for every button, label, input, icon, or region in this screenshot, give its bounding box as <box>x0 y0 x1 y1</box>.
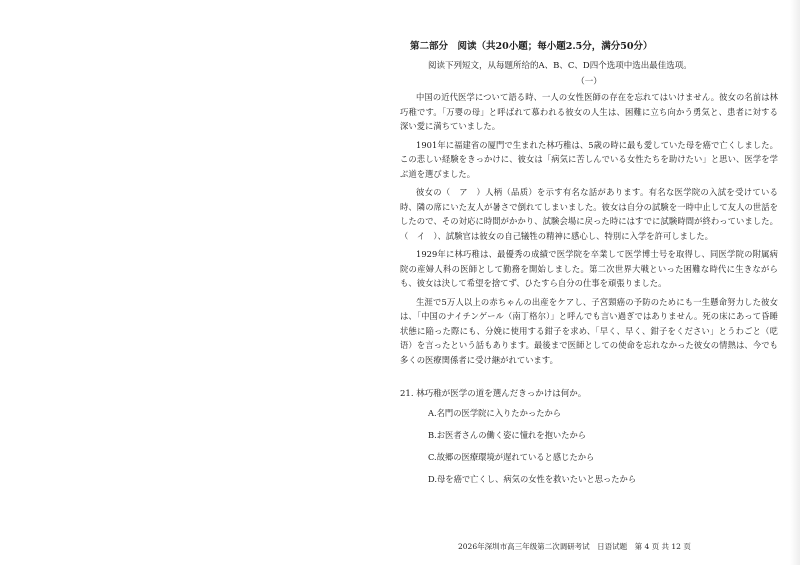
passage-paragraph-5: 生涯で5万人以上の赤ちゃんの出産をケアし、子宮頸癌の予防のためにも一生懸命努力した彼女は、「中国のナイチンゲール（南丁格尔）」と呼んでも言い過ぎではありません。死の床にあって昏睡状態に陥った際にも、分娩に使用する鉗子を求め、「早く、早く、鉗子をください」とうわごと（呓语）を言ったという話もあります。最後まで医師としての使命を忘れなかった彼女の情熱は、今でも多くの医療関係者に受け継がれています。 <box>400 296 778 365</box>
option-c: C.故郷の医療環境が遅れていると感じたから <box>428 452 595 462</box>
option-b: B.お医者さんの働く姿に憧れを抱いたから <box>428 430 587 440</box>
section-instruction: 阅读下列短文，从每题所给的A、B、C、D四个选项中选出最佳选项。 <box>428 61 692 71</box>
option-a: A.名門の医学院に入りたかったから <box>428 408 562 418</box>
section-title: 第二部分 阅读（共20小题；每小题2.5分，满分50分） <box>410 41 653 52</box>
page-content <box>400 40 778 495</box>
passage-body <box>400 90 778 367</box>
passage-paragraph-3: 彼女の（ ア ）人柄（品质）を示す有名な話があります。有名な医学院の入試を受けている時、隣の席にいた友人が暑さで倒れてしまいました。彼女は自分の試験を一時中止して友人の世話をしたので、その対応に時間がかかり、試験会場に戻った時にはすでに試験時間が終わっていました。（ イ ）、試験官は彼女の自己犠牲の精神に感心し、特別に入学を許可しました。 <box>400 187 778 241</box>
passage-number: （一） <box>576 77 602 87</box>
question-text: 林巧稚が医学の道を選んだきっかけは何か。 <box>416 389 587 399</box>
page-footer: 2026年深圳市高三年级第二次调研考试 日语试题 第 4 页 共 12 页 <box>458 542 691 551</box>
scan-edge-shadow <box>790 0 800 565</box>
passage-paragraph-1: 中国の近代医学について語る時、一人の女性医師の存在を忘れてはいけません。彼女の名前は林巧稚です。「万婴の母」と呼ばれて慕われる彼女の人生は、困難に立ち向かう勇気と、患者に対する深い愛に満ちていました。 <box>400 92 778 131</box>
answer-options <box>400 407 778 486</box>
option-d: D.母を癌で亡くし、病気の女性を救いたいと思ったから <box>428 474 637 484</box>
question-number: 21. <box>400 389 414 399</box>
passage-paragraph-2: 1901年に福建省の厦門で生まれた林巧稚は、5歳の時に最も愛していた母を癌で亡くしました。この悲しい経験をきっかけに、彼女は「病気に苦しんでいる女性たちを助けたい」と思い、医学を学ぶ道を選びました。 <box>400 139 778 179</box>
passage-paragraph-4: 1929年に林巧稚は、最優秀の成績で医学院を卒業して医学博士号を取得し、同医学院の附属病院の産婦人科の医師として勤務を開始しました。第二次世界大戦といった困難な時代に生きながらも、彼女は決して希望を捨てず、ひたすら自分の仕事を頑張りました。 <box>400 249 778 288</box>
question-21 <box>400 387 778 401</box>
